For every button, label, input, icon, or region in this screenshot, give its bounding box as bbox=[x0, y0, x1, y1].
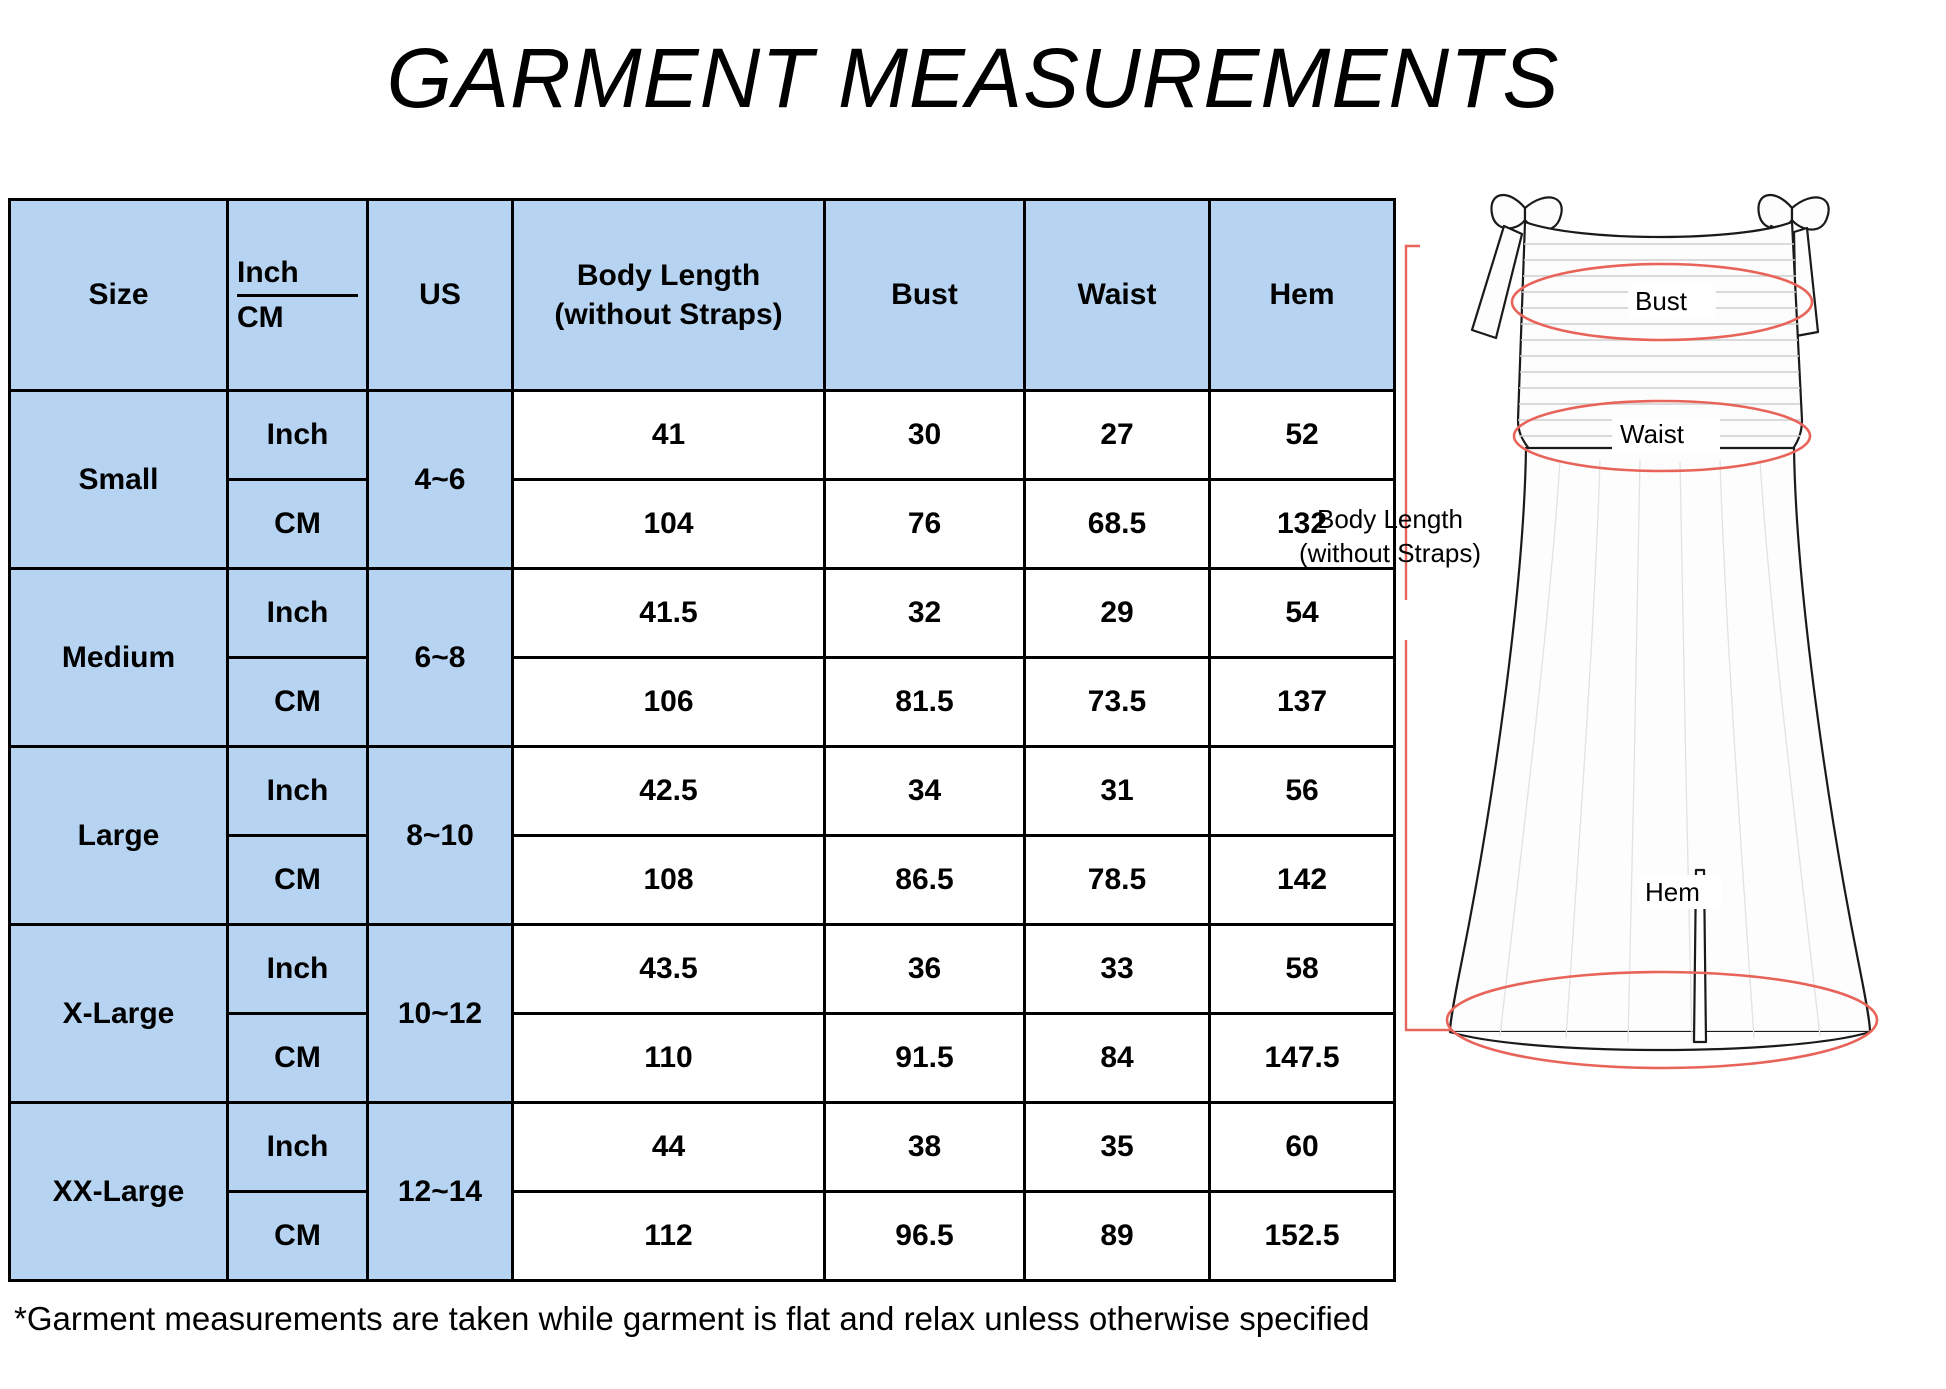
header-size: Size bbox=[10, 200, 228, 391]
measurements-table-container bbox=[8, 198, 1393, 1282]
cell-bust-cm: 86.5 bbox=[825, 836, 1025, 925]
cell-us: 12~14 bbox=[368, 1103, 513, 1281]
cell-bust-cm: 81.5 bbox=[825, 658, 1025, 747]
table-header-row bbox=[10, 200, 1395, 391]
cell-waist-cm: 89 bbox=[1025, 1192, 1210, 1281]
body-length-label-line2: (without Straps) bbox=[1298, 537, 1482, 568]
hem-label: Hem bbox=[1645, 877, 1700, 907]
cell-unit-inch: Inch bbox=[228, 747, 368, 836]
cell-waist-cm: 68.5 bbox=[1025, 480, 1210, 569]
cell-waist-cm: 73.5 bbox=[1025, 658, 1210, 747]
cell-body-length-cm: 104 bbox=[513, 480, 825, 569]
measurements-table bbox=[8, 198, 1396, 1282]
cell-size: Large bbox=[10, 747, 228, 925]
cell-bust-inch: 34 bbox=[825, 747, 1025, 836]
cell-bust-inch: 30 bbox=[825, 391, 1025, 480]
cell-us: 10~12 bbox=[368, 925, 513, 1103]
header-waist: Waist bbox=[1025, 200, 1210, 391]
bust-label: Bust bbox=[1635, 286, 1688, 316]
cell-unit-inch: Inch bbox=[228, 1103, 368, 1192]
table-row bbox=[10, 747, 1395, 836]
body-length-label bbox=[1260, 503, 1520, 571]
table-row bbox=[10, 391, 1395, 480]
cell-size: Small bbox=[10, 391, 228, 569]
cell-unit-cm: CM bbox=[228, 658, 368, 747]
cell-body-length-inch: 41.5 bbox=[513, 569, 825, 658]
cell-unit-inch: Inch bbox=[228, 391, 368, 480]
cell-body-length-inch: 42.5 bbox=[513, 747, 825, 836]
table-row bbox=[10, 1103, 1395, 1192]
cell-body-length-cm: 106 bbox=[513, 658, 825, 747]
table-body bbox=[10, 391, 1395, 1281]
cell-size: Medium bbox=[10, 569, 228, 747]
cell-hem-cm: 132 bbox=[1210, 480, 1395, 569]
cell-hem-inch: 56 bbox=[1210, 747, 1395, 836]
body-length-label-line1: Body Length bbox=[1316, 504, 1463, 534]
cell-unit-inch: Inch bbox=[228, 925, 368, 1014]
cell-waist-cm: 78.5 bbox=[1025, 836, 1210, 925]
body-length-bracket bbox=[1406, 246, 1452, 1030]
dress-illustration-svg bbox=[1400, 170, 1940, 1280]
cell-waist-inch: 27 bbox=[1025, 391, 1210, 480]
cell-bust-inch: 36 bbox=[825, 925, 1025, 1014]
cell-body-length-inch: 44 bbox=[513, 1103, 825, 1192]
cell-hem-cm: 142 bbox=[1210, 836, 1395, 925]
cell-hem-cm: 147.5 bbox=[1210, 1014, 1395, 1103]
right-bow-loop-2 bbox=[1792, 197, 1829, 229]
hem-curve bbox=[1450, 1032, 1870, 1050]
cell-body-length-cm: 108 bbox=[513, 836, 825, 925]
cell-unit-inch: Inch bbox=[228, 569, 368, 658]
cell-us: 4~6 bbox=[368, 391, 513, 569]
cell-bust-inch: 32 bbox=[825, 569, 1025, 658]
cell-waist-inch: 35 bbox=[1025, 1103, 1210, 1192]
cell-waist-inch: 33 bbox=[1025, 925, 1210, 1014]
cell-size: X-Large bbox=[10, 925, 228, 1103]
cell-unit-cm: CM bbox=[228, 480, 368, 569]
cell-hem-cm: 137 bbox=[1210, 658, 1395, 747]
left-bow-tail bbox=[1472, 226, 1522, 338]
waist-label: Waist bbox=[1620, 419, 1685, 449]
page-title: GARMENT MEASUREMENTS bbox=[386, 31, 1560, 125]
header-unit-cm: CM bbox=[237, 300, 284, 334]
cell-bust-cm: 91.5 bbox=[825, 1014, 1025, 1103]
cell-unit-cm: CM bbox=[228, 1014, 368, 1103]
cell-hem-cm: 152.5 bbox=[1210, 1192, 1395, 1281]
cell-body-length-cm: 110 bbox=[513, 1014, 825, 1103]
table-row bbox=[10, 569, 1395, 658]
cell-size: XX-Large bbox=[10, 1103, 228, 1281]
cell-waist-inch: 29 bbox=[1025, 569, 1210, 658]
cell-hem-inch: 60 bbox=[1210, 1103, 1395, 1192]
cell-waist-cm: 84 bbox=[1025, 1014, 1210, 1103]
cell-bust-cm: 96.5 bbox=[825, 1192, 1025, 1281]
cell-body-length-cm: 112 bbox=[513, 1192, 825, 1281]
header-us: US bbox=[368, 200, 513, 391]
table-header bbox=[10, 200, 1395, 391]
header-unit bbox=[228, 200, 368, 391]
cell-body-length-inch: 43.5 bbox=[513, 925, 825, 1014]
cell-hem-inch: 54 bbox=[1210, 569, 1395, 658]
cell-us: 8~10 bbox=[368, 747, 513, 925]
cell-hem-inch: 52 bbox=[1210, 391, 1395, 480]
cell-bust-inch: 38 bbox=[825, 1103, 1025, 1192]
footnote: *Garment measurements are taken while garment is flat and relax unless otherwise specified bbox=[14, 1300, 1370, 1337]
header-body-length: Body Length (without Straps) bbox=[513, 200, 825, 391]
left-bow-loop bbox=[1491, 195, 1525, 228]
header-unit-inch: Inch bbox=[237, 254, 358, 297]
cell-body-length-inch: 41 bbox=[513, 391, 825, 480]
cell-unit-cm: CM bbox=[228, 836, 368, 925]
header-bust: Bust bbox=[825, 200, 1025, 391]
cell-hem-inch: 58 bbox=[1210, 925, 1395, 1014]
cell-bust-cm: 76 bbox=[825, 480, 1025, 569]
bodice bbox=[1518, 222, 1802, 450]
header-hem: Hem bbox=[1210, 200, 1395, 391]
cell-us: 6~8 bbox=[368, 569, 513, 747]
table-row bbox=[10, 925, 1395, 1014]
cell-unit-cm: CM bbox=[228, 1192, 368, 1281]
cell-waist-inch: 31 bbox=[1025, 747, 1210, 836]
